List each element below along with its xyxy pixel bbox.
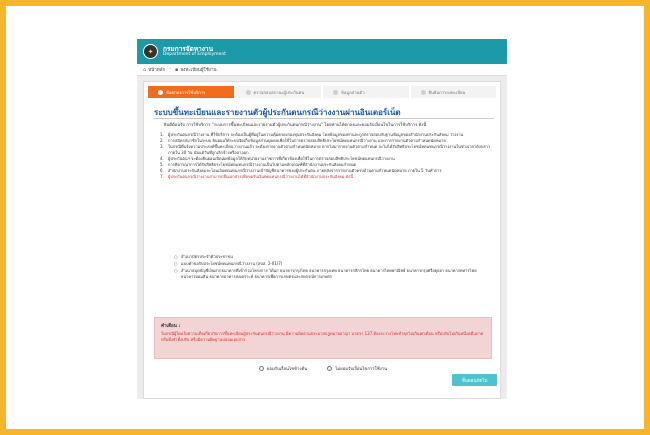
decline-radio[interactable] xyxy=(327,365,387,372)
item-number: 2. xyxy=(160,138,164,144)
step-label: ข้อตกลงการใช้บริการ xyxy=(166,89,206,95)
circle-bullet-icon: ○ xyxy=(174,254,178,259)
terms-item xyxy=(160,162,494,167)
item-text: ผู้ประกันตนฯ จะต้องยินยอมเปิดเผยข้อมูลให้กับหน่วยงานราชการที่เกี่ยวข้องเพื่อใช้ในการตรวจสอบสิทธิประโยชน์ทดแทนกรณีว่างงาน xyxy=(168,155,395,161)
item-number: 6. xyxy=(160,168,164,174)
document-text: สำเนาสมุดบัญชีเงินฝากธนาคารที่เข้าร่วมโครงการ ได้แก่ ธนาคารกรุงไทย ธนาคารกรุงเทพ ธนาคารกสิกรไทย ธนาคารไทยพาณิชย์ ธนาคารกรุงศรีอยุธยา ธนาคารทหารไทย ธนาคารออมสิน ธนาคารอาคารสงเคราะห์ ธนาคารเพื่อการเกษตรและสหกรณ์การเกษตร xyxy=(181,268,477,279)
title-divider xyxy=(154,118,494,119)
department-logo-icon: ✦ xyxy=(143,44,158,59)
item-text: ผู้ประกันตนกรณีว่างงานสามารถยื่นเอกสารเพื่อขอรับเงินทดแทนกรณีว่างงานได้ที่สำนักงานประกันสังคม ดังนี้ xyxy=(168,174,353,180)
item-text: ในกรณีที่แจ้งความประสงค์ขึ้นทะเบียนว่างงานแล้ว จะต้องรายงานตัวตามกำหนดนัดหมาย หากไม่มารายงานตัวตามกำหนด จะไม่ได้รับสิทธิประโยชน์ทดแทนกรณีว่างงานในช่วงเวลาดังกล่าว ภายใน 30 วัน นับแต่วันที่ถูกเลิกจ้างหรือลาออก xyxy=(168,144,491,155)
terms-item xyxy=(160,168,494,173)
terms-item xyxy=(160,156,494,161)
home-icon: ⌂ xyxy=(143,66,147,73)
item-number: 3. xyxy=(160,144,164,150)
item-number: 7. xyxy=(160,174,164,180)
document-item xyxy=(174,268,490,278)
step-dot-icon xyxy=(246,90,251,95)
user-icon: ▪ xyxy=(175,66,179,73)
browser-screen xyxy=(137,39,507,399)
terms-list xyxy=(160,132,494,181)
step-label: ตรวจสอบสถานะผู้ประกันตน xyxy=(253,89,305,95)
terms-item xyxy=(160,144,494,154)
breadcrumb-home-label: หน้าหลัก xyxy=(148,68,166,73)
document-text: แบบคำขอรับประโยชน์ทดแทนกรณีว่างงาน (สปส. 2-01/7) xyxy=(181,261,283,267)
step-label: ยืนยันการลงทะเบียน xyxy=(428,89,466,95)
breadcrumb-current xyxy=(175,66,217,73)
warning-text: ในกรณีผู้ใดแจ้งความเท็จเกี่ยวกับการขึ้นทะเบียนผู้ประกันตนกรณีว่างงาน มีความผิดตามประมวลกฎหมายอาญา มาตรา 137 ต้องระวางโทษจำคุกไม่เกินหกเดือน หรือปรับไม่เกินหนึ่งหมื่นบาท หรือทั้งจำทั้งปรับ หรือมีความผิดฐานปลอมเอกสาร xyxy=(161,331,484,342)
item-text: ผู้ประกันตนกรณีว่างงาน ที่ใช้บริการ จะต้องเป็นผู้ที่อยู่ในความคุ้มครองกองทุนประกันสังคม โดยข้อมูลของท่านจะถูกตรวจสอบกับฐานข้อมูลของสำนักงานประกันสังคม ว่างงาน xyxy=(168,132,464,137)
accept-radio[interactable] xyxy=(259,365,307,372)
step-confirm xyxy=(411,86,497,98)
brand xyxy=(163,46,226,58)
decline-radio-label: ไม่ยอมรับเงื่อนไขการใช้งาน xyxy=(335,367,388,372)
item-number: 4. xyxy=(160,155,164,161)
step-label: ข้อมูลส่วนตัว xyxy=(341,89,365,95)
page-title: ระบบขึ้นทะเบียนและรายงานตัวผู้ประกันตนกรณีว่างงานผ่านอินเตอร์เน็ต xyxy=(154,108,401,117)
step-personal-info xyxy=(323,86,409,98)
document-text: สำเนาบัตรประจำตัวประชาชน xyxy=(181,254,233,259)
intro-text: ยินดีต้อนรับ การใช้บริการ "ระบบการขึ้นทะเบียนและรายงานตัวผู้ประกันตนกรณีว่างงาน" โดยท่านได้ตกลงและยอมรับเงื่อนไขในการใช้บริการ ดังนี้ xyxy=(164,122,427,127)
warning-box xyxy=(154,317,492,359)
breadcrumb-current-label: ลงทะเบียนผู้ใช้งาน xyxy=(180,68,217,73)
brand-subtitle: Department of Employment xyxy=(163,52,226,57)
consent-radio-group xyxy=(144,365,502,372)
document-list xyxy=(174,254,490,281)
step-dot-icon xyxy=(333,90,338,95)
item-text: สำนักงานประกันสังคมจะโอนเงินทดแทนกรณีว่างงานเข้าบัญชีธนาคารของผู้ประกันตน ภายหลังจากรายงานตัวครบถ้วนตามกำหนดนัดหมาย ภายใน 5 วันทำการ xyxy=(168,168,442,174)
next-step-button[interactable]: ขั้นตอนถัดไป xyxy=(452,374,497,386)
top-bar xyxy=(137,39,507,64)
item-text: การสมัครสมาชิกในระบบ ยินยอมให้ระบบจัดเก็บข้อมูลส่วนบุคคลเพื่อใช้ในการตรวจสอบสิทธิประโยชน์ทดแทนกรณีว่างงาน และการรายงานตัวตามกำหนดนัดหมาย xyxy=(168,138,446,144)
terms-item xyxy=(160,132,494,137)
brand-title: กรมการจัดหางาน xyxy=(163,44,214,53)
breadcrumb-home[interactable] xyxy=(143,66,165,73)
breadcrumb-separator: › xyxy=(169,67,172,72)
item-text: การพิจารณาการได้รับสิทธิประโยชน์ทดแทนกรณีว่างงานเป็นไปตามหลักเกณฑ์ที่สำนักงานประกันสังคมกำหนด xyxy=(168,162,357,168)
circle-bullet-icon: ○ xyxy=(174,261,178,267)
accept-radio-label: ยอมรับเงื่อนไขข้างต้น xyxy=(266,367,308,372)
terms-item xyxy=(160,138,494,143)
document-item xyxy=(174,254,490,259)
document-item xyxy=(174,261,490,266)
radio-circle-icon[interactable] xyxy=(259,366,264,371)
step-indicator xyxy=(148,86,498,98)
circle-bullet-icon: ○ xyxy=(174,268,178,274)
step-dot-icon xyxy=(158,90,163,95)
item-number: 1. xyxy=(160,132,164,137)
radio-circle-icon[interactable] xyxy=(327,366,332,371)
step-dot-icon xyxy=(421,90,426,95)
step-terms xyxy=(148,86,234,98)
item-number: 5. xyxy=(160,162,164,168)
breadcrumb xyxy=(137,64,507,76)
warning-title: คำเตือน : xyxy=(161,324,181,329)
registration-card xyxy=(143,81,501,399)
step-check-status xyxy=(236,86,322,98)
terms-item-highlight xyxy=(160,174,494,179)
